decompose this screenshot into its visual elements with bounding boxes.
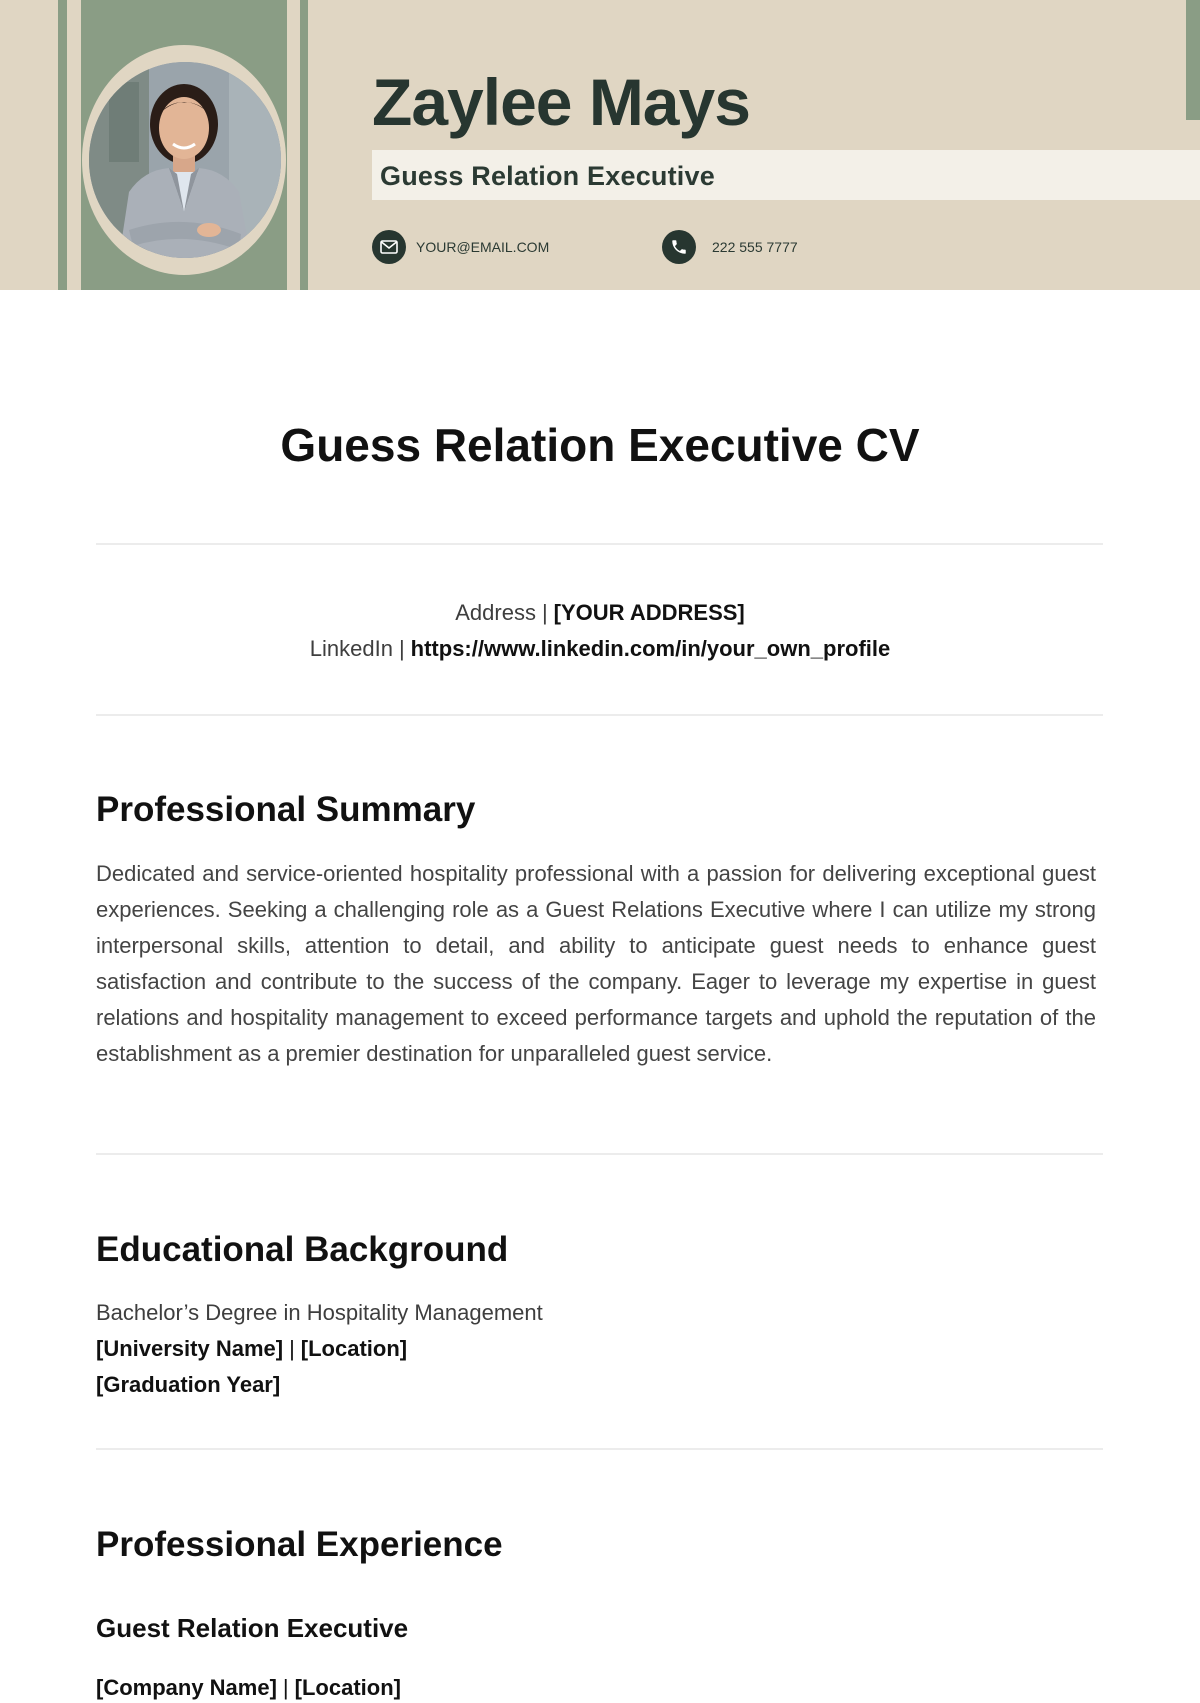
education-institution [96, 1334, 407, 1364]
role-band [372, 150, 1200, 200]
phone-text[interactable]: 222 555 7777 [712, 239, 798, 255]
header-stripe-thin-right [300, 0, 308, 290]
separator: | [541, 600, 548, 625]
summary-heading: Professional Summary [96, 790, 476, 829]
profile-photo [89, 62, 281, 258]
divider [96, 1448, 1103, 1450]
linkedin-link[interactable]: https://www.linkedin.com/in/your_own_profile [410, 636, 891, 661]
experience-heading: Professional Experience [96, 1525, 503, 1564]
address-line [0, 598, 1200, 628]
address-label: Address [455, 600, 536, 625]
cv-header [0, 0, 1200, 290]
education-degree: Bachelor’s Degree in Hospitality Management [96, 1300, 543, 1325]
address-value: [YOUR ADDRESS] [553, 600, 745, 625]
separator: | [398, 636, 405, 661]
job-title: Guest Relation Executive [96, 1613, 409, 1643]
summary-text: Dedicated and service-oriented hospitality professional with a passion for delivering exceptional guest experiences. Seeking a challenging role as a Guest Relations Executive where I can utilize my strong interpersonal skills, attention to detail, and ability to anticipate guest needs to enhance guest satisfaction and contribute to the success of the company. Eager to leverage my expertise in guest relations and hospitality management to exceed performance targets and uphold the reputation of the establishment as a premier destination for unparalleled guest service. [96, 861, 1096, 1066]
company-location: [Location] [294, 1675, 401, 1700]
job-company-line [96, 1673, 401, 1703]
linkedin-line [0, 634, 1200, 664]
candidate-role: Guess Relation Executive [380, 161, 715, 191]
divider [96, 714, 1103, 716]
graduation-year: [Graduation Year] [96, 1372, 281, 1397]
company-name: [Company Name] [96, 1675, 277, 1700]
university-name: [University Name] [96, 1336, 284, 1361]
header-edge-accent [1186, 0, 1200, 120]
divider [96, 1153, 1103, 1155]
envelope-icon [372, 230, 406, 264]
divider [96, 543, 1103, 545]
linkedin-label: LinkedIn [309, 636, 393, 661]
separator: | [289, 1336, 295, 1361]
education-heading: Educational Background [96, 1230, 509, 1269]
header-stripe-thin-left [58, 0, 67, 290]
email-contact [372, 230, 549, 264]
separator: | [282, 1675, 289, 1700]
phone-icon [662, 230, 696, 264]
email-text[interactable]: YOUR@EMAIL.COM [416, 239, 550, 255]
candidate-name: Zaylee Mays [372, 65, 750, 139]
phone-contact [662, 230, 798, 264]
document-title: Guess Relation Executive CV [280, 419, 920, 471]
university-location: [Location] [300, 1336, 408, 1361]
